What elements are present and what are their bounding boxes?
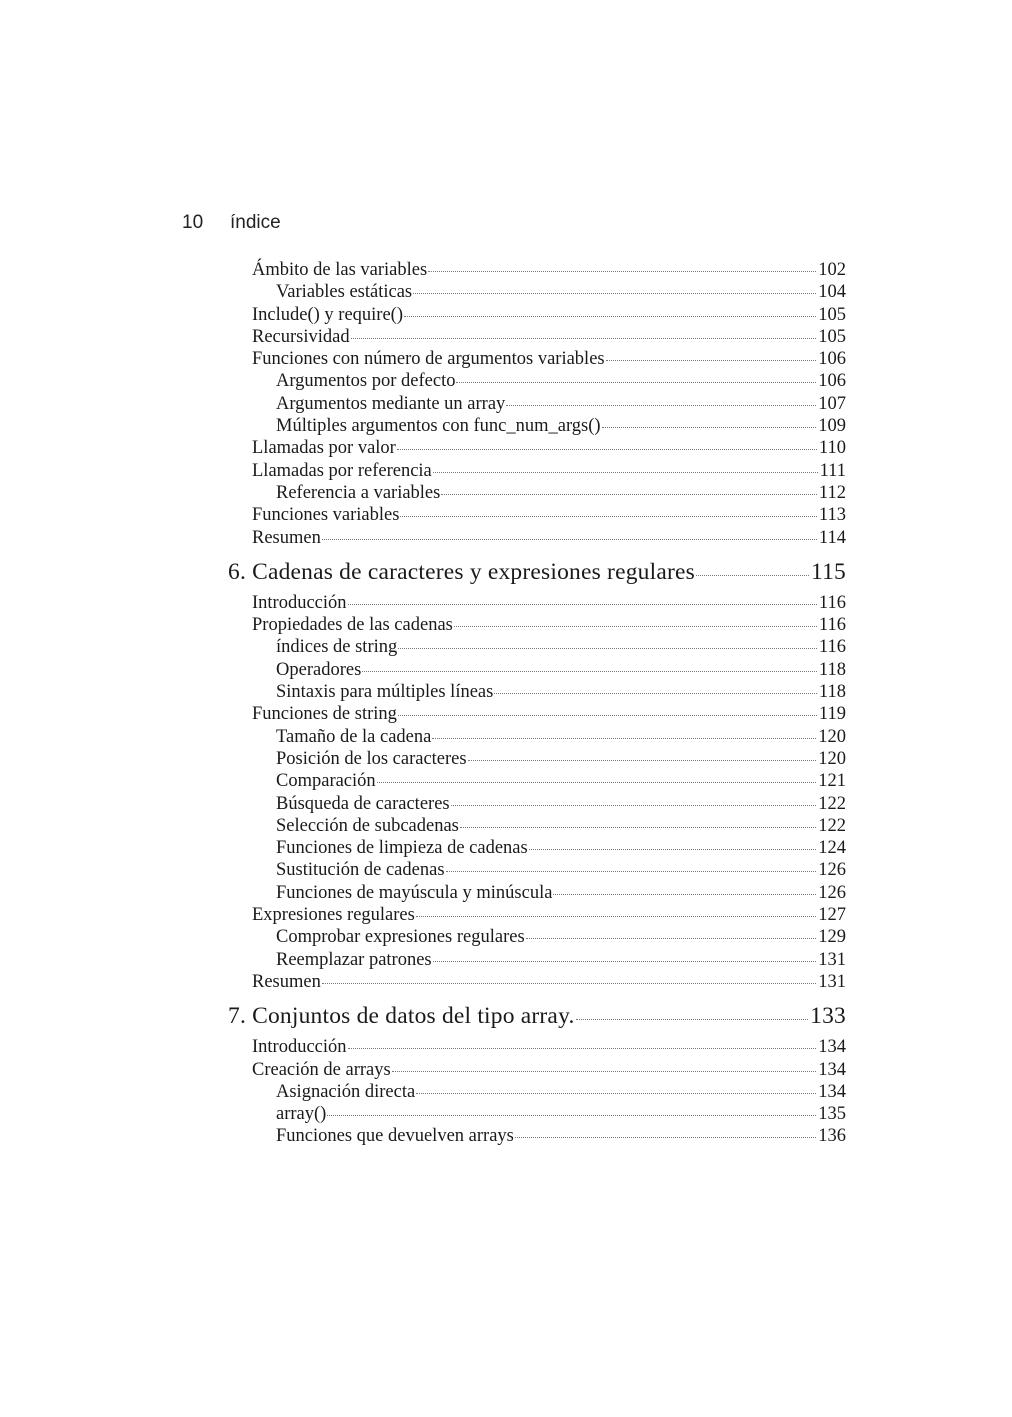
dot-leader bbox=[392, 1071, 817, 1072]
toc-entry-page: 106 bbox=[818, 371, 846, 392]
toc-entry-page: 116 bbox=[818, 615, 846, 636]
toc-entry-title: 7. Conjuntos de datos del tipo array. bbox=[228, 1003, 575, 1030]
toc-entry bbox=[228, 950, 846, 972]
toc-entry-page: 107 bbox=[818, 393, 846, 414]
dot-leader bbox=[553, 894, 816, 895]
dot-leader bbox=[348, 1048, 817, 1049]
toc-entry-page: 110 bbox=[818, 438, 846, 459]
toc-entry-page: 102 bbox=[818, 260, 846, 280]
dot-leader bbox=[322, 539, 817, 540]
toc-chapter bbox=[228, 1003, 846, 1030]
dot-leader bbox=[348, 604, 817, 605]
page-number: 10 bbox=[182, 212, 204, 233]
dot-leader bbox=[515, 1137, 816, 1138]
toc-entry-page: 118 bbox=[818, 659, 846, 680]
toc-entry-title: Búsqueda de caracteres bbox=[276, 793, 450, 814]
toc-entry bbox=[228, 349, 846, 371]
toc-entry-page: 131 bbox=[818, 949, 846, 970]
toc-entry bbox=[228, 727, 846, 749]
toc-entry-title: Reemplazar patrones bbox=[276, 949, 432, 970]
toc-entry bbox=[228, 505, 846, 527]
dot-leader bbox=[433, 472, 818, 473]
toc-entry-title: Funciones de limpieza de cadenas bbox=[276, 838, 528, 859]
toc-entry-title: Funciones de string bbox=[252, 704, 397, 725]
toc-entry bbox=[228, 438, 846, 460]
toc-entry bbox=[228, 1104, 846, 1126]
dot-leader bbox=[602, 427, 817, 428]
running-head bbox=[182, 212, 281, 234]
toc-entry bbox=[228, 883, 846, 905]
toc-entry-page: 105 bbox=[818, 326, 846, 347]
toc-entry-page: 114 bbox=[818, 527, 846, 548]
dot-leader bbox=[416, 1093, 816, 1094]
dot-leader bbox=[451, 805, 817, 806]
toc-entry-page: 131 bbox=[818, 971, 846, 992]
dot-leader bbox=[576, 1019, 809, 1020]
dot-leader bbox=[416, 916, 816, 917]
dot-leader bbox=[400, 516, 816, 517]
dot-leader bbox=[413, 293, 816, 294]
toc-entry bbox=[228, 1082, 846, 1104]
toc-entry-title: Múltiples argumentos con func_num_args() bbox=[276, 416, 601, 437]
toc-entry-title: Ámbito de las variables bbox=[252, 260, 428, 280]
dot-leader bbox=[529, 849, 817, 850]
toc-entry-title: Selección de subcadenas bbox=[276, 815, 459, 836]
toc-entry-page: 113 bbox=[818, 505, 846, 526]
toc-entry-title: índices de string bbox=[276, 637, 398, 658]
toc-entry bbox=[228, 704, 846, 726]
toc-entry-page: 134 bbox=[818, 1037, 846, 1058]
toc-entry bbox=[228, 282, 846, 304]
dot-leader bbox=[397, 449, 817, 450]
toc-entry-page: 119 bbox=[818, 704, 846, 725]
toc-entry-title: Referencia a variables bbox=[276, 482, 441, 503]
dot-leader bbox=[506, 405, 816, 406]
toc-entry-page: 105 bbox=[818, 304, 846, 325]
toc-entry-page: 115 bbox=[811, 558, 846, 585]
dot-leader bbox=[322, 983, 816, 984]
toc-entry-page: 104 bbox=[818, 282, 846, 303]
toc-entry-title: Resumen bbox=[252, 527, 321, 548]
toc-entry-page: 127 bbox=[818, 905, 846, 926]
toc-entry bbox=[228, 528, 846, 550]
toc-entry-title: Sustitución de cadenas bbox=[276, 860, 445, 881]
toc-entry-page: 134 bbox=[818, 1059, 846, 1080]
toc-entry-page: 109 bbox=[818, 416, 846, 437]
dot-leader bbox=[398, 715, 817, 716]
toc-entry-title: Recursividad bbox=[252, 326, 350, 347]
toc-entry-page: 106 bbox=[818, 349, 846, 370]
toc-entry-title: Introducción bbox=[252, 1037, 347, 1058]
dot-leader bbox=[441, 494, 817, 495]
toc-entry-page: 136 bbox=[818, 1126, 846, 1147]
toc-entry-title: Introducción bbox=[252, 592, 347, 613]
toc-entry-title: Expresiones regulares bbox=[252, 905, 415, 926]
toc-entry bbox=[228, 771, 846, 793]
toc-entry bbox=[228, 972, 846, 994]
toc-chapter bbox=[228, 559, 846, 586]
toc-entry bbox=[228, 260, 846, 282]
toc-entry-title: Variables estáticas bbox=[276, 282, 413, 303]
dot-leader bbox=[468, 760, 817, 761]
toc-entry bbox=[228, 371, 846, 393]
toc-entry-title: Creación de arrays bbox=[252, 1059, 391, 1080]
toc-entry-page: 116 bbox=[818, 592, 846, 613]
toc-entry-page: 120 bbox=[818, 748, 846, 769]
toc-entry bbox=[228, 305, 846, 327]
toc-entry bbox=[228, 615, 846, 637]
toc-entry bbox=[228, 483, 846, 505]
dot-leader bbox=[456, 382, 816, 383]
toc-entry-title: Posición de los caracteres bbox=[276, 748, 467, 769]
dot-leader bbox=[327, 1115, 816, 1116]
dot-leader bbox=[606, 360, 817, 361]
toc-entry-page: 129 bbox=[818, 927, 846, 948]
toc-entry bbox=[228, 327, 846, 349]
toc-entry bbox=[228, 1037, 846, 1059]
toc-entry-page: 118 bbox=[818, 682, 846, 703]
dot-leader bbox=[446, 871, 817, 872]
toc-entry bbox=[228, 927, 846, 949]
toc-entry bbox=[228, 860, 846, 882]
dot-leader bbox=[351, 338, 817, 339]
dot-leader bbox=[428, 271, 816, 272]
toc-entry-page: 121 bbox=[818, 771, 846, 792]
toc-entry bbox=[228, 905, 846, 927]
toc-entry-page: 126 bbox=[818, 860, 846, 881]
toc-entry bbox=[228, 749, 846, 771]
dot-leader bbox=[398, 648, 817, 649]
toc-entry-title: Llamadas por valor bbox=[252, 438, 396, 459]
toc-entry-title: Funciones variables bbox=[252, 505, 400, 526]
toc-entry-page: 126 bbox=[818, 882, 846, 903]
toc-entry bbox=[228, 593, 846, 615]
dot-leader bbox=[362, 671, 817, 672]
toc-entry bbox=[228, 794, 846, 816]
toc-entry-title: Argumentos por defecto bbox=[276, 371, 456, 392]
toc-entry bbox=[228, 838, 846, 860]
toc-entry bbox=[228, 394, 846, 416]
dot-leader bbox=[433, 961, 817, 962]
toc-entry bbox=[228, 682, 846, 704]
dot-leader bbox=[377, 782, 817, 783]
toc-entry-title: Resumen bbox=[252, 971, 321, 992]
toc-entry bbox=[228, 1060, 846, 1082]
toc-entry-title: Operadores bbox=[276, 659, 362, 680]
toc-entry-title: array() bbox=[276, 1104, 327, 1125]
toc-entry-title: Funciones que devuelven arrays bbox=[276, 1126, 514, 1147]
dot-leader bbox=[432, 738, 816, 739]
toc-entry-page: 111 bbox=[819, 460, 846, 481]
toc-entry-page: 135 bbox=[818, 1104, 846, 1125]
toc-entry-page: 116 bbox=[818, 637, 846, 658]
toc-entry bbox=[228, 637, 846, 659]
toc-entry bbox=[228, 660, 846, 682]
toc-entry-page: 122 bbox=[818, 793, 846, 814]
toc-entry-title: Propiedades de las cadenas bbox=[252, 615, 453, 636]
dot-leader bbox=[404, 316, 816, 317]
toc-entry-page: 133 bbox=[810, 1003, 846, 1030]
dot-leader bbox=[454, 626, 817, 627]
table-of-contents bbox=[228, 260, 846, 1149]
toc-entry bbox=[228, 816, 846, 838]
dot-leader bbox=[494, 693, 817, 694]
toc-entry bbox=[228, 461, 846, 483]
toc-entry-page: 124 bbox=[818, 838, 846, 859]
section-title: índice bbox=[230, 212, 281, 233]
toc-entry-title: Funciones con número de argumentos variables bbox=[252, 349, 605, 370]
toc-entry-title: Funciones de mayúscula y minúscula bbox=[276, 882, 553, 903]
toc-entry bbox=[228, 416, 846, 438]
toc-entry-title: Comparación bbox=[276, 771, 376, 792]
toc-entry-title: Asignación directa bbox=[276, 1081, 416, 1102]
dot-leader bbox=[526, 938, 817, 939]
toc-entry-page: 120 bbox=[818, 726, 846, 747]
toc-entry-title: Tamaño de la cadena bbox=[276, 726, 432, 747]
toc-entry-page: 112 bbox=[818, 482, 846, 503]
toc-entry-page: 122 bbox=[818, 815, 846, 836]
dot-leader bbox=[696, 575, 809, 576]
toc-entry bbox=[228, 1126, 846, 1148]
toc-entry-page: 134 bbox=[818, 1081, 846, 1102]
toc-entry-title: Comprobar expresiones regulares bbox=[276, 927, 525, 948]
toc-entry-title: Llamadas por referencia bbox=[252, 460, 432, 481]
toc-entry-title: Argumentos mediante un array bbox=[276, 393, 506, 414]
toc-entry-title: Include() y require() bbox=[252, 304, 403, 325]
toc-entry-title: 6. Cadenas de caracteres y expresiones regulares bbox=[228, 558, 695, 585]
dot-leader bbox=[460, 827, 816, 828]
toc-entry-title: Sintaxis para múltiples líneas bbox=[276, 682, 494, 703]
